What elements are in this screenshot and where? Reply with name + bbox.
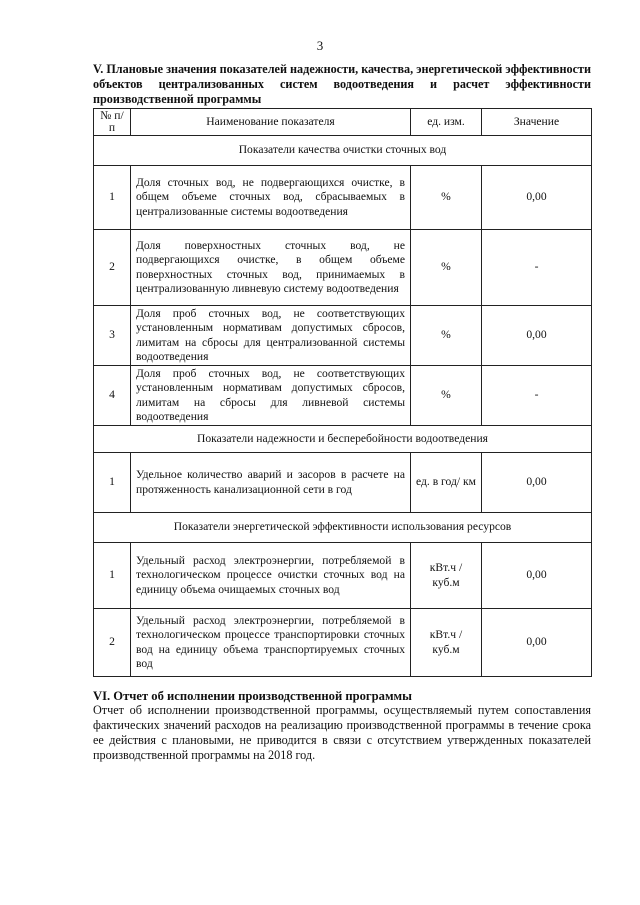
row-name-text: Удельное количество аварий и засоров в расчете на протяженность канализационной сети в год [136, 468, 405, 496]
section-vi-title: VI. Отчет об исполнении производственной программы [93, 689, 412, 703]
row-name-text: Доля сточных вод, не подвергающихся очистке, в общем объеме сточных вод, сбрасываемых в централизованные системы водоотведения [136, 175, 405, 218]
header-name: Наименование показателя [131, 109, 411, 136]
table-row [94, 609, 592, 677]
header-num: № п/п [94, 109, 131, 136]
row-name [131, 453, 411, 513]
group-title: Показатели качества очистки сточных вод [94, 136, 592, 166]
row-unit: ед. в год/ км [411, 453, 482, 513]
row-value: 0,00 [482, 166, 592, 230]
row-unit: кВт.ч / куб.м [411, 609, 482, 677]
table-row [94, 453, 592, 513]
row-unit: % [411, 230, 482, 306]
row-name-text: Удельный расход электроэнергии, потребляемой в технологическом процессе очистки сточных вод на единицу объема очищаемых сточных вод [136, 553, 405, 596]
row-num: 1 [94, 543, 131, 609]
group-title: Показатели надежности и бесперебойности водоотведения [94, 426, 592, 453]
row-name [131, 543, 411, 609]
header-value: Значение [482, 109, 592, 136]
table-row [94, 166, 592, 230]
row-num: 1 [94, 453, 131, 513]
table-row [94, 543, 592, 609]
group-title: Показатели энергетической эффективности использования ресурсов [94, 513, 592, 543]
row-value: 0,00 [482, 453, 592, 513]
row-num: 4 [94, 366, 131, 426]
row-name [131, 166, 411, 230]
row-num: 3 [94, 306, 131, 366]
section-vi-text: Отчет об исполнении производственной программы, осуществляемый путем сопоставления фактических значений расходов на реализацию производственной программы в течение срока ее действия с плановыми, не приводится в связи с отсутствием утвержденных показателей производственной программы на 2018 год. [93, 703, 591, 762]
row-name-text: Доля поверхностных сточных вод, не подвергающихся очистке, в общем объеме поверхностных сточных вод, принимаемых в централизованную ливневую систему водоотведения [136, 238, 405, 295]
row-num: 1 [94, 166, 131, 230]
group-row [94, 136, 592, 166]
table-header-row [94, 109, 592, 136]
row-name [131, 366, 411, 426]
row-name [131, 306, 411, 366]
row-unit: кВт.ч / куб.м [411, 543, 482, 609]
row-unit: % [411, 166, 482, 230]
row-unit: % [411, 306, 482, 366]
group-row [94, 513, 592, 543]
row-name-text: Удельный расход электроэнергии, потребляемой в технологическом процессе транспортировки сточных вод на единицу объема транспортируемых сточных вод [136, 613, 405, 670]
table-row [94, 366, 592, 426]
row-name [131, 609, 411, 677]
table-row [94, 306, 592, 366]
row-value: 0,00 [482, 306, 592, 366]
row-value: 0,00 [482, 609, 592, 677]
row-num: 2 [94, 230, 131, 306]
row-name [131, 230, 411, 306]
header-unit: ед. изм. [411, 109, 482, 136]
row-value: - [482, 366, 592, 426]
group-row [94, 426, 592, 453]
row-value: - [482, 230, 592, 306]
row-unit: % [411, 366, 482, 426]
indicators-table [93, 108, 592, 677]
section-v-title: V. Плановые значения показателей надежности, качества, энергетической эффективности объектов централизованных систем водоотведения и расчет эффективности производственной программы [93, 62, 591, 106]
row-num: 2 [94, 609, 131, 677]
page-number: 3 [316, 38, 324, 53]
row-value: 0,00 [482, 543, 592, 609]
row-name-text: Доля проб сточных вод, не соответствующих установленным нормативам допустимых сбросов, лимитам на сбросы для централизованной системы водоотведения [136, 306, 405, 363]
table-row [94, 230, 592, 306]
row-name-text: Доля проб сточных вод, не соответствующих установленным нормативам допустимых сбросов, лимитам на сбросы для ливневой системы водоотведения [136, 366, 405, 423]
